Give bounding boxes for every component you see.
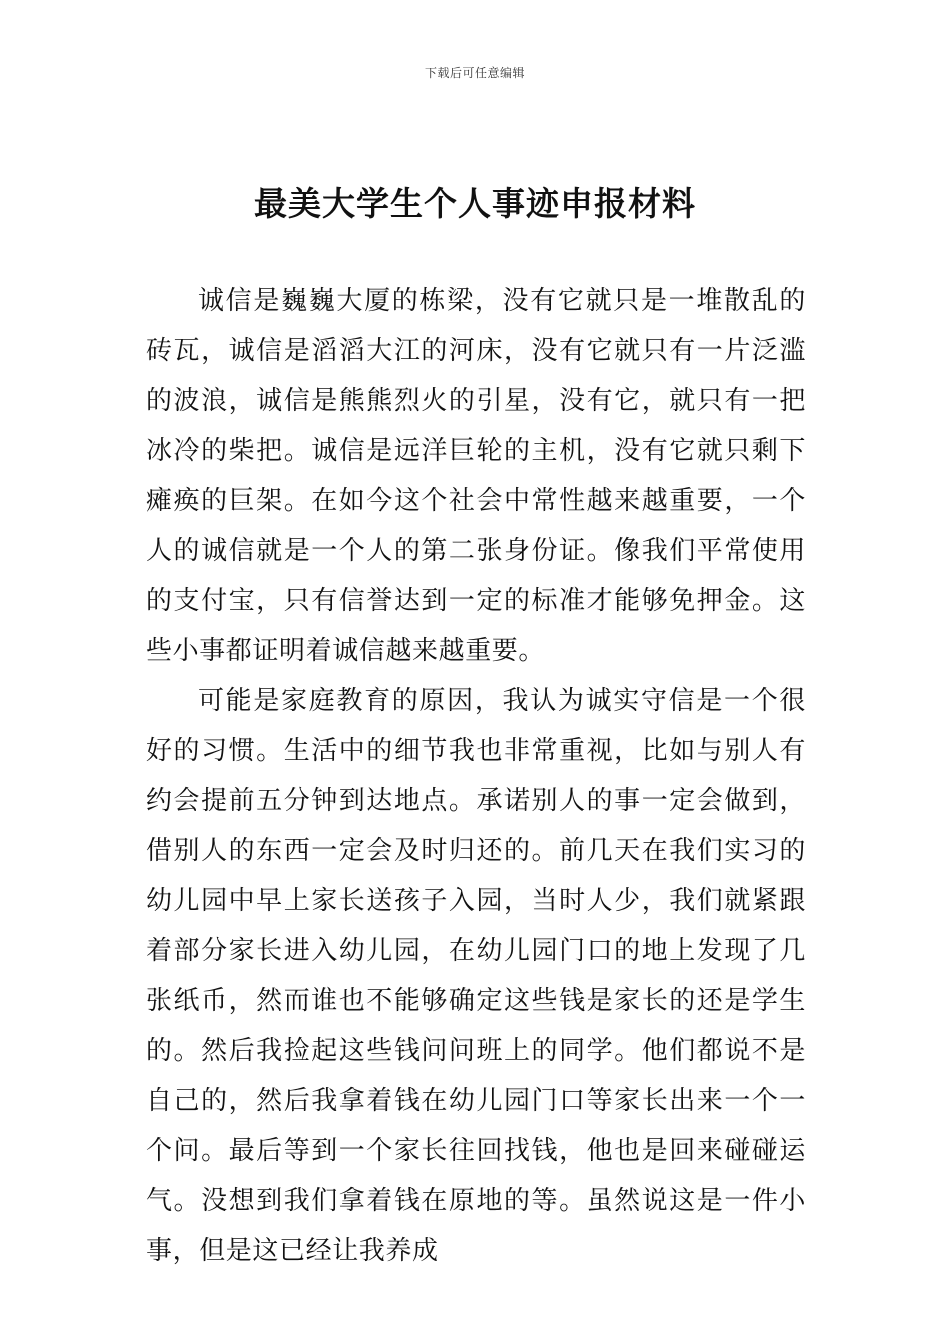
paragraph-1: 诚信是巍巍大厦的栋梁，没有它就只是一堆散乱的砖瓦，诚信是滔滔大江的河床，没有它就只有一片泛滥的波浪，诚信是熊熊烈火的引星，没有它，就只有一把冰冷的柴把。诚信是远洋巨轮的主机，没有它就只剩下瘫痪的巨架。在如今这个社会中常性越来越重要，一个人的诚信就是一个人的第二张身份证。像我们平常使用的支付宝，只有信誉达到一定的标准才能够免押金。这些小事都证明着诚信越来越重要。 [146,286,806,666]
document-title: 最美大学生个人事迹申报材料 [254,184,696,223]
document-body [146,276,806,1276]
header-note: 下载后可任意编辑 [424,66,525,80]
paragraph-2: 可能是家庭教育的原因，我认为诚实守信是一个很好的习惯。生活中的细节我也非常重视，比如与别人有约会提前五分钟到达地点。承诺别人的事一定会做到，借别人的东西一定会及时归还的。前几天在我们实习的幼儿园中早上家长送孩子入园，当时人少，我们就紧跟着部分家长进入幼儿园，在幼儿园门口的地上发现了几张纸币，然而谁也不能够确定这些钱是家长的还是学生的。然后我捡起这些钱问问班上的同学。他们都说不是自己的，然后我拿着钱在幼儿园门口等家长出来一个一个问。最后等到一个家长往回找钱，他也是回来碰碰运气。没想到我们拿着钱在原地的等。虽然说这是一件小事，但是这已经让我养成 [146,686,806,1266]
